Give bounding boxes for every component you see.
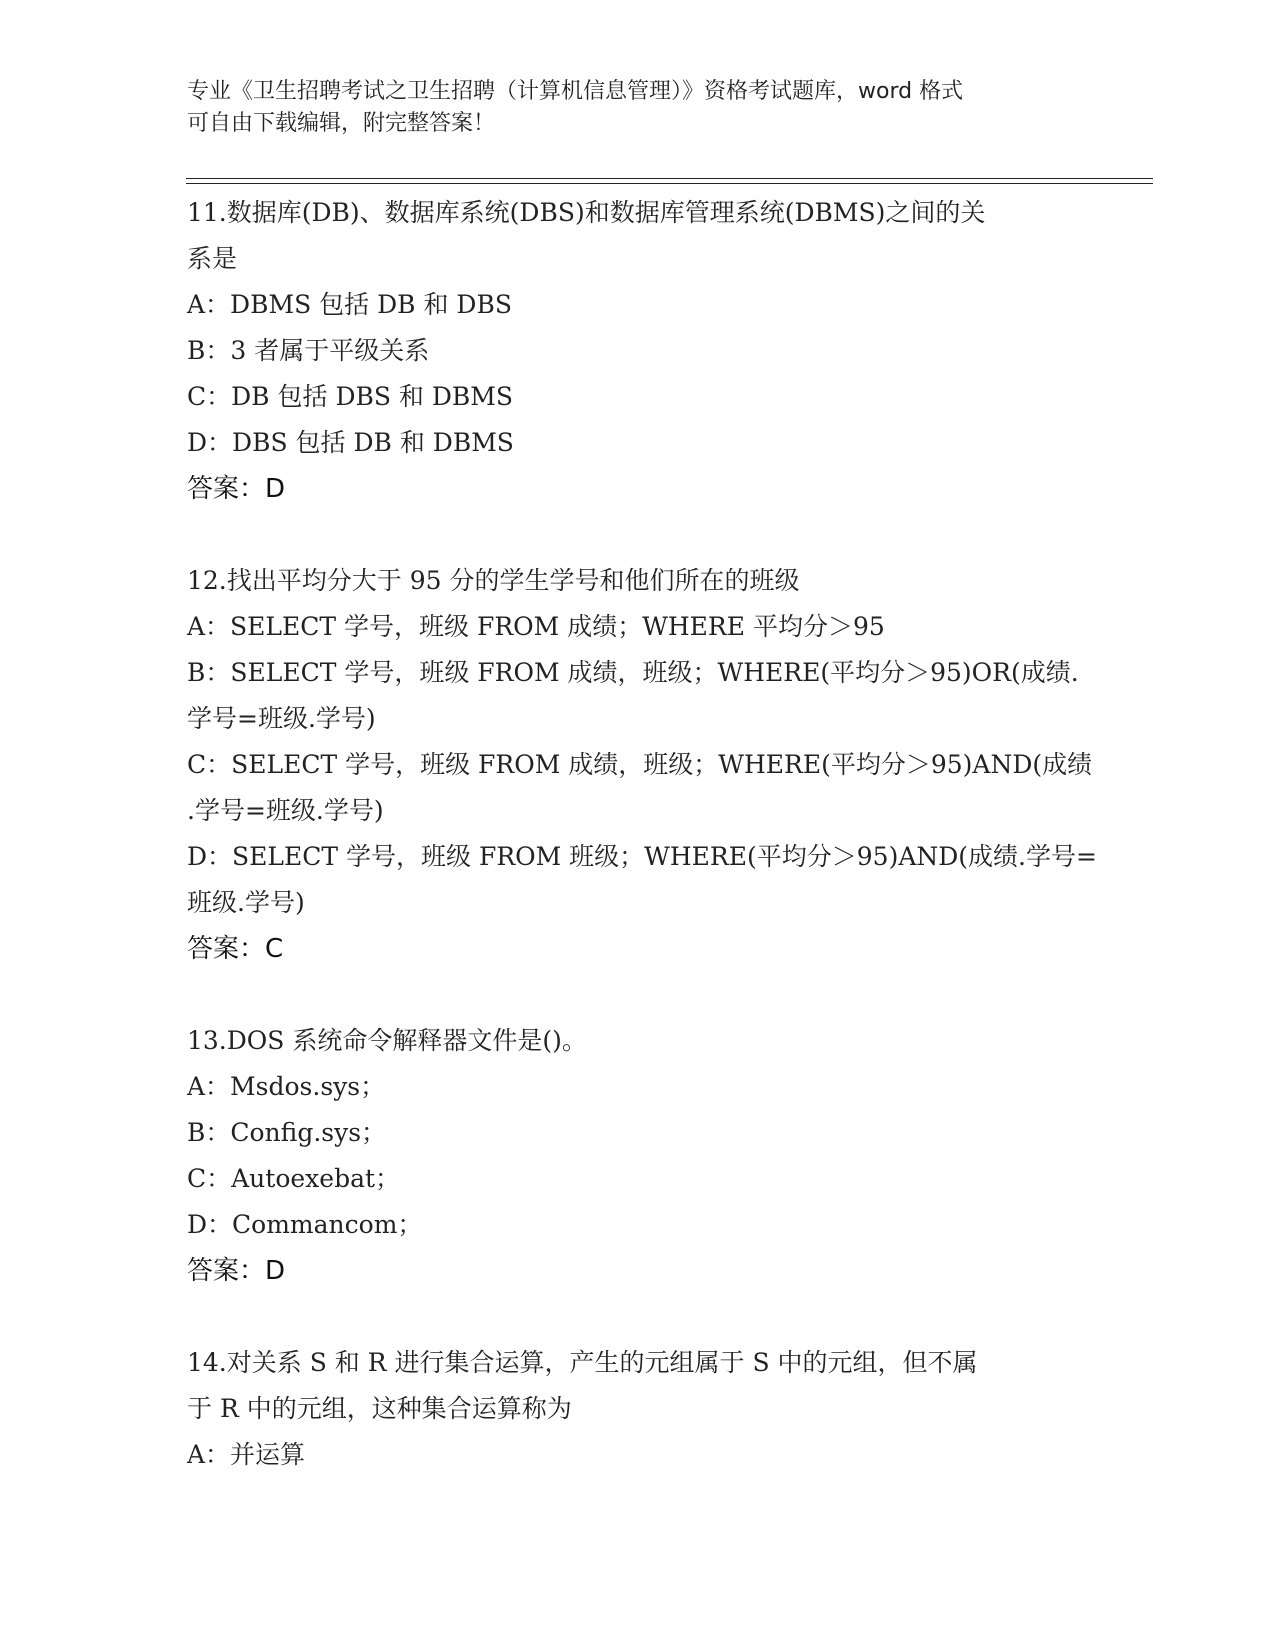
question-stem: 12.找出平均分大于 95 分的学生学号和他们所在的班级 [187,566,800,595]
option-d: D：DBS 包括 DB 和 DBMS [187,428,514,457]
question-14 [187,1340,1087,1478]
header-divider [186,178,1153,179]
header-divider [186,183,1153,184]
option-a: A：SELECT 学号，班级 FROM 成绩；WHERE 平均分＞95 [187,612,885,641]
answer: 答案：D [187,1256,286,1286]
question-list [187,190,1097,1478]
question-stem: 13.DOS 系统命令解释器文件是()。 [187,1026,587,1055]
option-b: 学号=班级.学号) [187,704,376,733]
question-stem: 于 R 中的元组，这种集合运算称为 [187,1394,572,1423]
option-a: A：DBMS 包括 DB 和 DBS [187,290,512,319]
document-header [187,76,1067,140]
question-stem: 11.数据库(DB)、数据库系统(DBS)和数据库管理系统(DBMS)之间的关 [187,198,986,227]
option-d: D：Commancom； [187,1210,423,1239]
option-c: .学号=班级.学号) [187,796,384,825]
option-b: B：SELECT 学号，班级 FROM 成绩，班级；WHERE(平均分＞95)OR(成绩. [187,658,1079,687]
option-b: B：3 者属于平级关系 [187,336,430,365]
answer: 答案：D [187,474,286,504]
option-d: 班级.学号) [187,888,305,917]
question-stem: 14.对关系 S 和 R 进行集合运算，产生的元组属于 S 中的元组，但不属 [187,1348,978,1377]
question-stem: 系是 [187,244,238,273]
answer: 答案：C [187,934,284,964]
option-b: B：Config.sys； [187,1118,387,1147]
option-c: C：Autoexebat； [187,1164,401,1193]
option-d: D：SELECT 学号，班级 FROM 班级；WHERE(平均分＞95)AND(成绩.学号= [187,842,1097,871]
option-c: C：DB 包括 DBS 和 DBMS [187,382,514,411]
option-a: A：Msdos.sys； [187,1072,386,1101]
question-13 [187,1018,1087,1294]
question-12 [187,558,1097,972]
header-line: 可自由下载编辑，附完整答案！ [187,111,496,136]
question-11 [187,190,1087,512]
header-line: 专业《卫生招聘考试之卫生招聘（计算机信息管理）》资格考试题库，word 格式 [187,79,964,104]
option-c: C：SELECT 学号，班级 FROM 成绩，班级；WHERE(平均分＞95)AND(成绩 [187,750,1093,779]
option-a: A：并运算 [187,1440,306,1469]
